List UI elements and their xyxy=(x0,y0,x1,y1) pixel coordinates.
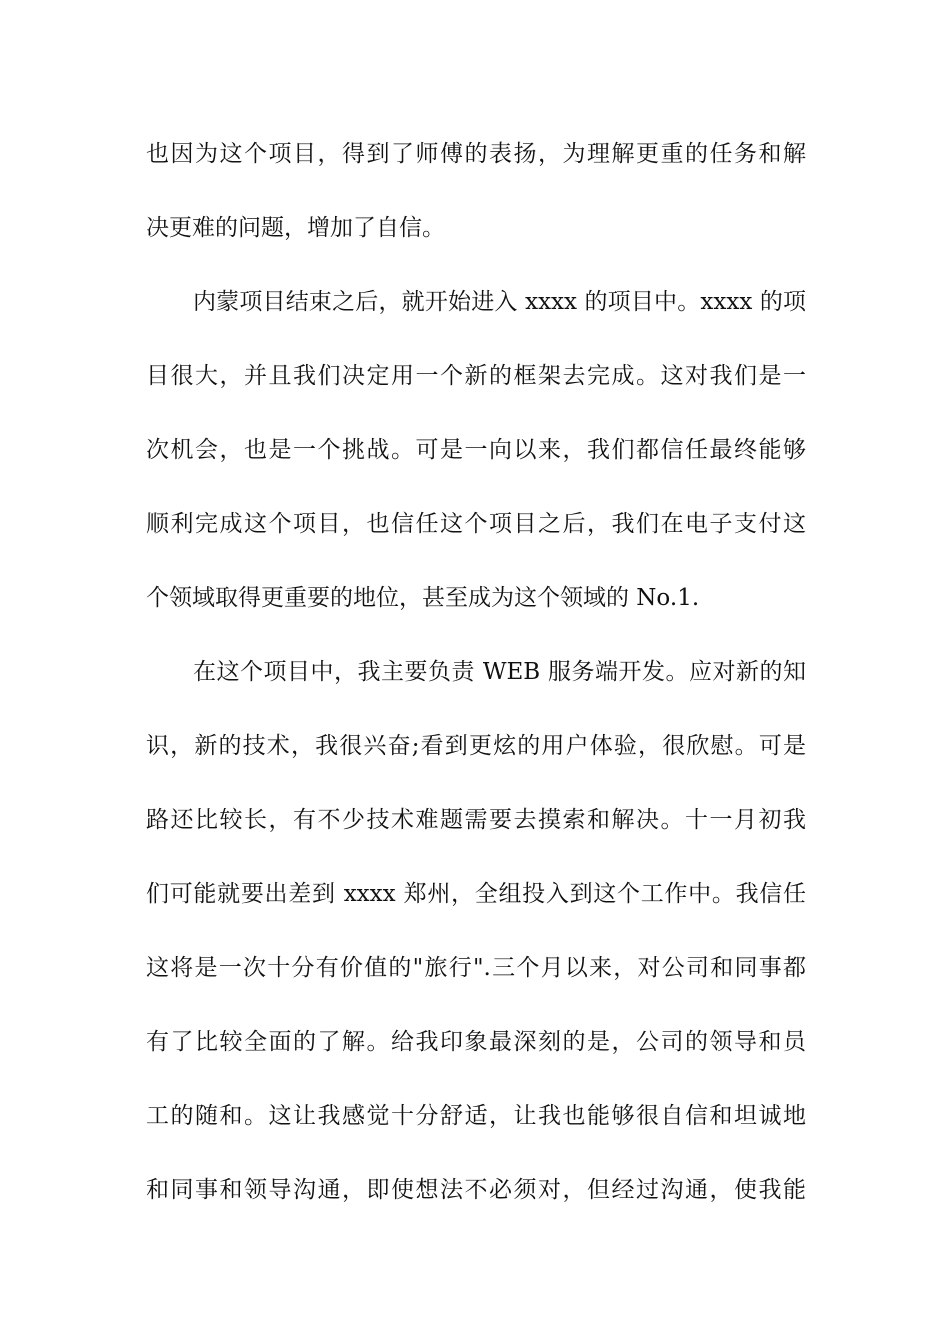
text-line-15: 和同事和领导沟通，即使想法不必须对，但经过沟通，使我能 xyxy=(146,1177,806,1203)
text-line-6: 顺利完成这个项目，也信任这个项目之后，我们在电子支付这 xyxy=(146,511,806,537)
text-line-7: 个领域取得更重要的地位，甚至成为这个领域的 No.1. xyxy=(146,585,700,611)
text-line-13: 有了比较全面的了解。给我印象最深刻的是，公司的领导和员 xyxy=(146,1029,806,1055)
text-line-9: 识，新的技术，我很兴奋;看到更炫的用户体验，很欣慰。可是 xyxy=(146,733,806,759)
text-line-14: 工的随和。这让我感觉十分舒适，让我也能够很自信和坦诚地 xyxy=(146,1103,806,1129)
text-line-4: 目很大，并且我们决定用一个新的框架去完成。这对我们是一 xyxy=(146,363,806,389)
text-line-8: 在这个项目中，我主要负责 WEB 服务端开发。应对新的知 xyxy=(193,659,806,685)
text-line-11: 们可能就要出差到 xxxx 郑州，全组投入到这个工作中。我信任 xyxy=(146,881,806,907)
text-line-1: 也因为这个项目，得到了师傅的表扬，为理解更重的任务和解 xyxy=(146,141,806,167)
text-line-3: 内蒙项目结束之后，就开始进入 xxxx 的项目中。xxxx 的项 xyxy=(193,289,806,315)
text-line-2: 决更难的问题，增加了自信。 xyxy=(146,215,445,241)
text-line-10: 路还比较长，有不少技术难题需要去摸索和解决。十一月初我 xyxy=(146,807,806,833)
text-line-5: 次机会，也是一个挑战。可是一向以来，我们都信任最终能够 xyxy=(146,437,806,463)
text-line-12: 这将是一次十分有价值的"旅行".三个月以来，对公司和同事都 xyxy=(146,955,806,981)
